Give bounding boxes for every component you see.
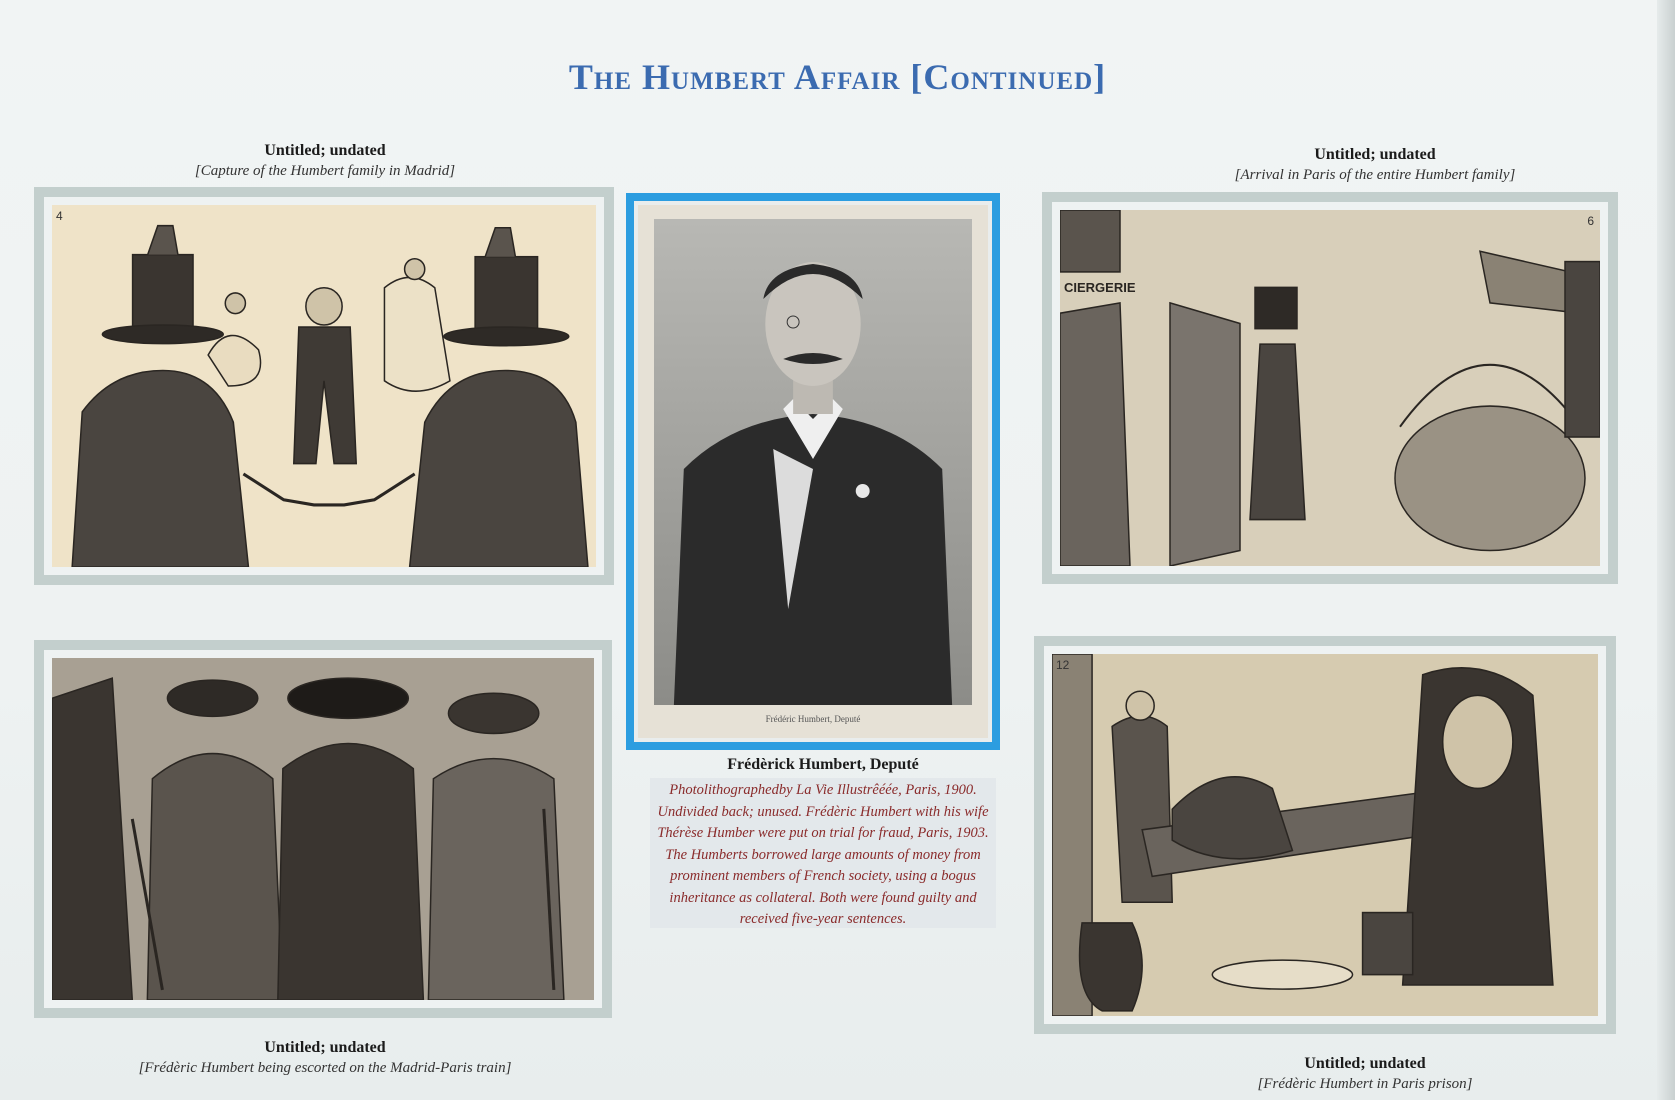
corner-number: 4 [56, 209, 63, 223]
portrait-card [638, 205, 988, 738]
print-capture-madrid [52, 205, 596, 567]
page-title: The Humbert Affair [Continued] [568, 57, 1107, 97]
sketch-illustration [52, 205, 596, 567]
caption-top-left-sub: [Capture of the Humbert family in Madrid] [194, 163, 456, 179]
center-head: Frédèrick Humbert, Deputé [727, 756, 919, 773]
mount-bottom-left [34, 640, 612, 1018]
caption-top-left [60, 141, 590, 181]
caption-top-right-sub: [Arrival in Paris of the entire Humbert family] [1234, 167, 1516, 183]
page-edge [1657, 0, 1675, 1100]
caption-bottom-left-sub: [Frédèric Humbert being escorted on the Madrid-Paris train] [138, 1060, 512, 1076]
caption-top-right [1110, 145, 1640, 185]
portrait-frame [626, 193, 1000, 750]
caption-top-left-head: Untitled; undated [264, 142, 386, 159]
center-description: Photolithographedby La Vie Illustrêéée, Paris, 1900. Undivided back; unused. Frédèric Humbert with his wife Thérèse Humber were put on trial for fraud, Paris, 1903. The Humberts borrowed large amounts of money from prominent members of French society, using a bogus inheritance as collateral. Both were found guilty and received five-year sentences. [650, 778, 996, 928]
sketch-illustration [1060, 210, 1600, 566]
print-arrival-paris [1060, 210, 1600, 566]
caption-bottom-right [1100, 1054, 1630, 1094]
portrait-caption: Frédéric Humbert, Deputé [765, 714, 861, 724]
prison-sign-text: CIERGERIE [1064, 280, 1136, 295]
sketch-illustration [52, 658, 594, 1000]
print-escorted-train [52, 658, 594, 1000]
mount-top-right [1042, 192, 1618, 584]
caption-bottom-right-head: Untitled; undated [1304, 1055, 1426, 1072]
print-paris-prison [1052, 654, 1598, 1016]
mount-top-left [34, 187, 614, 585]
corner-number: 6 [1587, 214, 1594, 228]
caption-bottom-left-head: Untitled; undated [264, 1039, 386, 1056]
caption-bottom-left [60, 1038, 590, 1078]
mount-bottom-right [1034, 636, 1616, 1034]
caption-bottom-right-sub: [Frédèric Humbert in Paris prison] [1257, 1076, 1473, 1092]
portrait-photo [654, 219, 972, 705]
corner-number: 12 [1056, 658, 1070, 672]
caption-top-right-head: Untitled; undated [1314, 146, 1436, 163]
sketch-illustration [1052, 654, 1598, 1016]
